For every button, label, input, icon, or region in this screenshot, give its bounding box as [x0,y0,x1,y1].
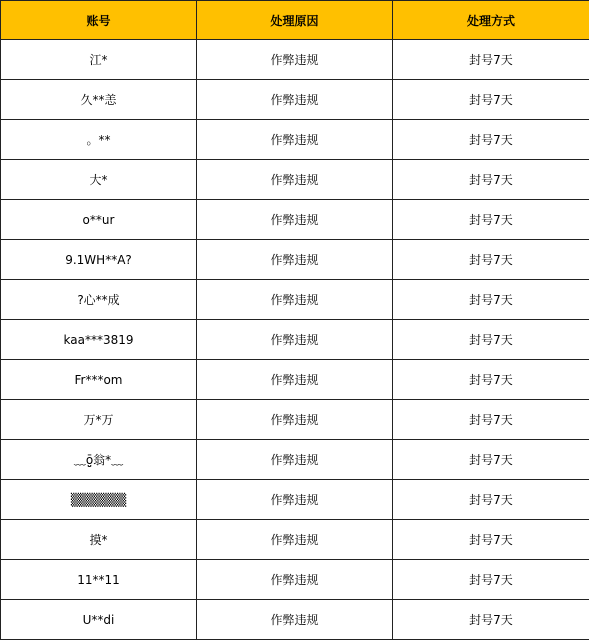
reason-cell: 作弊违规 [197,320,393,360]
table-row [1,360,589,400]
table-row [1,440,589,480]
reason-cell: 作弊违规 [197,40,393,80]
reason-cell: 作弊违规 [197,120,393,160]
action-cell: 封号7天 [393,200,589,240]
account-cell: 万*万 [1,400,197,440]
table-header-row [1,1,589,40]
table-row [1,560,589,600]
account-cell: Fr***om [1,360,197,400]
account-cell: ﹏ō̤̮翁*﹏ [1,440,197,480]
account-cell: 摸* [1,520,197,560]
reason-cell: 作弊违规 [197,400,393,440]
action-cell: 封号7天 [393,240,589,280]
table-row [1,240,589,280]
reason-cell: 作弊违规 [197,360,393,400]
header-account: 账号 [1,1,197,40]
account-cell: 9.1WH**A? [1,240,197,280]
action-cell: 封号7天 [393,400,589,440]
reason-cell: 作弊违规 [197,520,393,560]
reason-cell: 作弊违规 [197,560,393,600]
reason-cell: 作弊违规 [197,160,393,200]
account-cell: 。** [1,120,197,160]
action-cell: 封号7天 [393,80,589,120]
reason-cell: 作弊违规 [197,280,393,320]
account-cell: kaa***3819 [1,320,197,360]
account-cell: 江* [1,40,197,80]
account-cell: U**di [1,600,197,640]
account-cell: o**ur [1,200,197,240]
reason-cell: 作弊违规 [197,200,393,240]
account-cell: ▒▒▒▒▒▒ [1,480,197,520]
action-cell: 封号7天 [393,40,589,80]
account-cell: 久**恙 [1,80,197,120]
action-cell: 封号7天 [393,360,589,400]
action-cell: 封号7天 [393,160,589,200]
table-row [1,520,589,560]
reason-cell: 作弊违规 [197,240,393,280]
action-cell: 封号7天 [393,440,589,480]
table-row [1,280,589,320]
account-cell: 11**11 [1,560,197,600]
action-cell: 封号7天 [393,520,589,560]
reason-cell: 作弊违规 [197,600,393,640]
account-cell: ?心**成 [1,280,197,320]
action-cell: 封号7天 [393,120,589,160]
table-row [1,320,589,360]
table-row [1,40,589,80]
account-cell: 大* [1,160,197,200]
action-cell: 封号7天 [393,600,589,640]
action-cell: 封号7天 [393,560,589,600]
table-row [1,120,589,160]
reason-cell: 作弊违规 [197,440,393,480]
table-row [1,480,589,520]
header-action: 处理方式 [393,1,589,40]
table-row [1,160,589,200]
action-cell: 封号7天 [393,480,589,520]
action-cell: 封号7天 [393,280,589,320]
table-row [1,400,589,440]
table-row [1,600,589,640]
reason-cell: 作弊违规 [197,480,393,520]
action-cell: 封号7天 [393,320,589,360]
reason-cell: 作弊违规 [197,80,393,120]
table-row [1,200,589,240]
header-reason: 处理原因 [197,1,393,40]
table-row [1,80,589,120]
